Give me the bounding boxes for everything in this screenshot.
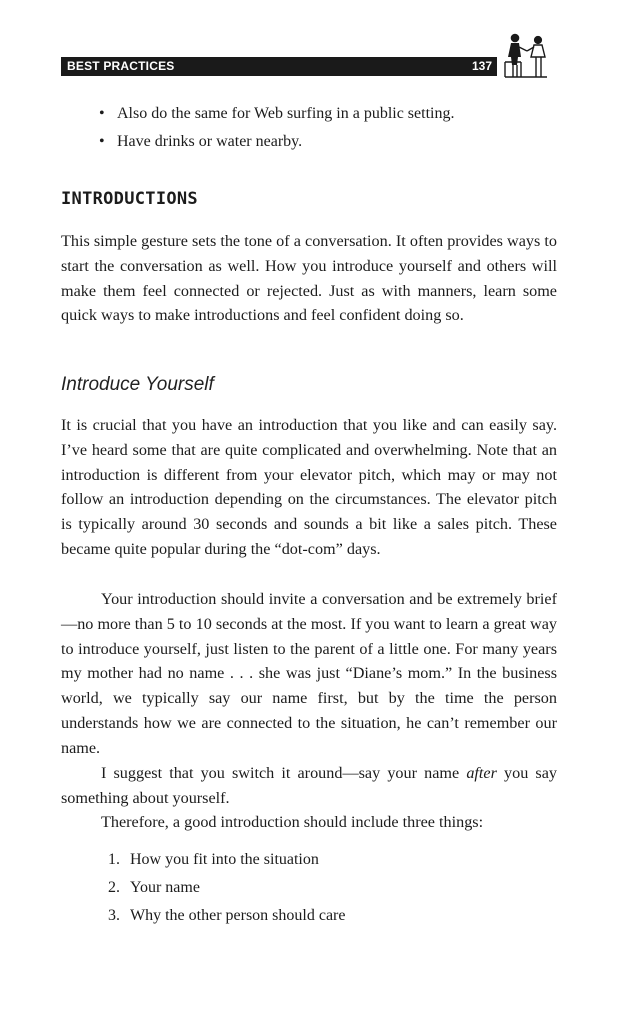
subheading: Introduce Yourself	[61, 374, 214, 395]
intro-paragraph: This simple gesture sets the tone of a conversation. It often provides ways to start the conversation as well. How you introduce yourself and others will make them feel connected or rejected. Just as with manners, learn some quick ways to make introductions and feel confident doing so.	[61, 232, 557, 325]
text-run: you say something about yourself.	[61, 764, 557, 807]
list-item	[108, 874, 345, 902]
list-item	[99, 100, 569, 128]
list-item-text: Why the other person should care	[130, 906, 346, 924]
bullet-marker: •	[99, 132, 105, 150]
numbered-list	[108, 846, 345, 929]
list-item-text: Your name	[130, 878, 200, 896]
body-paragraph-3	[61, 761, 557, 811]
list-item-text: Have drinks or water nearby.	[117, 132, 303, 150]
list-number: 1.	[108, 851, 120, 868]
bullet-list	[99, 100, 569, 155]
list-item	[108, 846, 345, 874]
handshake-icon	[497, 32, 555, 78]
list-item	[99, 128, 569, 156]
list-item-text: How you fit into the situation	[130, 851, 319, 868]
list-number: 2.	[108, 878, 120, 896]
body-paragraph-1: It is crucial that you have an introduction that you like and can easily say. I’ve heard some that are quite complicated and overwhelming. Note that an introduction is different from your elevator pitch, which may or may not follow an introduction depending on the circumstances. The elevator pitch is typically around 30 seconds and sounds a bit like a sales pitch. These became quite popular during the “dot-com” days.	[61, 416, 557, 558]
page-number: 137	[471, 59, 492, 73]
running-header-title: BEST PRACTICES	[67, 59, 175, 73]
bullet-marker: •	[99, 105, 105, 122]
body-paragraph-2: Your introduction should invite a conversation and be extremely brief—no more than 5 to 10 seconds at the most. If you want to learn a great way to introduce yourself, just listen to the parent of a little one. For many years my mother had no name . . . she was just “Diane’s mom.” In the business world, we typically say our name first, but by the time the person understands how we are connected to the situation, he can’t remember our name.	[61, 590, 557, 757]
list-number: 3.	[108, 906, 120, 924]
list-item-text: Also do the same for Web surfing in a public setting.	[117, 105, 455, 122]
list-item	[108, 902, 345, 930]
running-header	[61, 57, 497, 76]
text-run: I suggest that you switch it around—say your name	[101, 764, 467, 782]
body-paragraph-4: Therefore, a good introduction should include three things:	[101, 813, 484, 831]
section-heading: INTRODUCTIONS	[61, 189, 198, 209]
emphasis-text: after	[466, 764, 497, 782]
